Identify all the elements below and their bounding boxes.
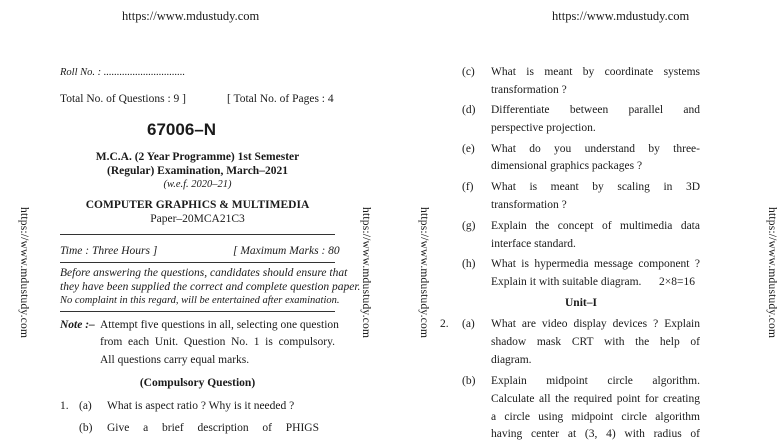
divider-bottom — [60, 311, 335, 312]
q1f-line-1: What is meant by scaling in 3D — [491, 181, 700, 193]
total-questions: Total No. of Questions : 9 ] — [60, 93, 187, 105]
instruction-line-3: No complaint in this regard, will be entertained after examination. — [60, 295, 340, 306]
q1f-label: (f) — [462, 181, 474, 193]
q2b-line-1: Explain midpoint circle algorithm. — [491, 375, 700, 387]
q1a-label: (a) — [79, 400, 92, 412]
q1-marks: 2×8=16 — [659, 276, 695, 288]
roll-no: Roll No. : ............................... — [60, 67, 186, 78]
divider-top — [60, 234, 335, 235]
q2b-line-3: a circle using midpoint circle algorithm — [491, 411, 700, 423]
exam-line-1: M.C.A. (2 Year Programme) 1st Semester — [95, 151, 300, 163]
note-line-2: from each Unit. Question No. 1 is compulsory. — [100, 336, 335, 348]
q1a-text: What is aspect ratio ? Why is it needed ? — [107, 400, 295, 412]
q1e-line-1: What do you understand by three- — [491, 143, 700, 155]
q1e-label: (e) — [462, 143, 475, 155]
q1h-line-2: Explain it with suitable diagram. — [491, 276, 642, 288]
side-url-center-right: https://www.mdustudy.com — [418, 207, 430, 339]
divider-mid — [60, 262, 335, 263]
q1g-label: (g) — [462, 220, 476, 232]
instruction-line-1: Before answering the questions, candidates should ensure that — [60, 267, 348, 279]
compulsory-heading: (Compulsory Question) — [139, 377, 256, 389]
max-marks: [ Maximum Marks : 80 — [233, 245, 340, 257]
q1c-label: (c) — [462, 66, 475, 78]
q1-number: 1. — [60, 400, 69, 412]
q1g-line-2: interface standard. — [491, 238, 576, 250]
note-line-1: Attempt five questions in all, selecting one question — [100, 319, 339, 331]
site-url-right: https://www.mdustudy.com — [552, 9, 690, 23]
q2a-line-1: What are video display devices ? Explain — [491, 318, 700, 330]
q1h-line-1: What is hypermedia message component ? — [491, 258, 700, 270]
q1d-label: (d) — [462, 104, 476, 116]
q1g-line-1: Explain the concept of multimedia data — [491, 220, 700, 232]
side-url-right: https://www.mdustudy.com — [766, 207, 778, 339]
q2a-line-3: diagram. — [491, 354, 532, 366]
side-url-center-left: https://www.mdustudy.com — [360, 207, 372, 339]
site-url-left: https://www.mdustudy.com — [122, 9, 260, 23]
q2a-line-2: shadow mask CRT with the help of — [491, 336, 700, 348]
q1b-label: (b) — [79, 422, 93, 434]
q2b-line-4: having center at (3, 4) with radius of — [491, 428, 700, 440]
q1c-line-1: What is meant by coordinate systems — [491, 66, 700, 78]
exam-line-3: (w.e.f. 2020–21) — [163, 179, 232, 190]
note-label: Note :– — [60, 319, 95, 331]
paper-code: 67006–N — [147, 120, 217, 139]
q2a-label: (a) — [462, 318, 475, 330]
q1f-line-2: transformation ? — [491, 199, 567, 211]
time-label: Time : Three Hours ] — [60, 245, 158, 257]
total-pages: [ Total No. of Pages : 4 — [227, 93, 334, 105]
q1d-line-1: Differentiate between parallel and — [491, 104, 700, 116]
q1h-label: (h) — [462, 258, 476, 270]
note-line-3: All questions carry equal marks. — [100, 354, 250, 366]
q2b-line-2: Calculate all the required point for creating — [491, 393, 700, 405]
q2b-label: (b) — [462, 375, 476, 387]
q1c-line-2: transformation ? — [491, 84, 567, 96]
q1e-line-2: dimensional graphics packages ? — [491, 160, 643, 172]
instruction-line-2: they have been supplied the correct and complete question paper. — [60, 281, 361, 293]
q2-number: 2. — [440, 318, 449, 330]
paper-number: Paper–20MCA21C3 — [150, 213, 245, 225]
unit-heading: Unit–I — [565, 297, 597, 309]
q1b-text: Give a brief description of PHIGS — [107, 422, 319, 434]
side-url-left: https://www.mdustudy.com — [18, 207, 30, 339]
exam-line-2: (Regular) Examination, March–2021 — [107, 165, 288, 177]
q1d-line-2: perspective projection. — [491, 122, 596, 134]
subject-title: COMPUTER GRAPHICS & MULTIMEDIA — [85, 199, 310, 211]
